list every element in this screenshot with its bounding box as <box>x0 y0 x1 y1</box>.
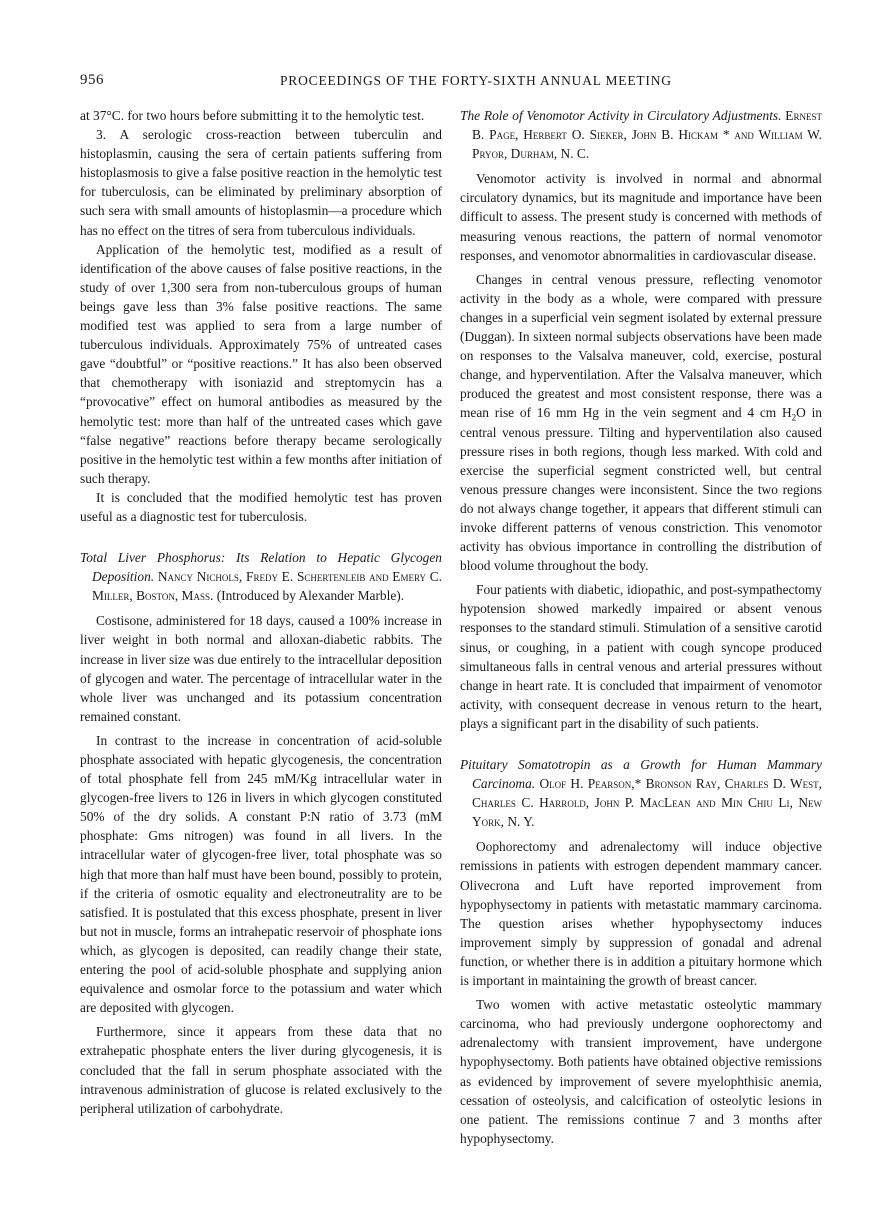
abstract-paragraph-1: Costisone, administered for 18 days, caused a 100% increase in liver weight in both normal and alloxan-diabetic rabbits. The increase in liver size was due entirely to the intracellular deposition of glycogen and water. The percentage of intracellular water in the whole liver was unchanged and its potassium concentration remained constant. <box>80 613 442 724</box>
continuation-paragraph-2: 3. A serologic cross-reaction between tuberculin and histoplasmin, causing the sera of certain patients suffering from histoplasmosis to give a false positive reaction in the hemolytic test for tuberculosis, can be eliminated by preliminary absorption of such sera with small amounts of histoplasmin—a procedure which has no effect on the titres of sera from tuberculous individuals. <box>80 127 442 238</box>
section-gap <box>80 526 442 548</box>
subscript-2: 2 <box>791 413 797 424</box>
continuation-paragraph-1: at 37°C. for two hours before submitting it to the hemolytic test. <box>80 108 425 123</box>
left-column <box>80 106 442 1118</box>
abstract-authors: Ernest B. Page, Herbert O. Sieker, John B. Hickam * and William W. Pryor, Durham, N. C. <box>472 108 822 162</box>
abstract-authors: Olof H. Pearson,* Bronson Ray, Charles D. West, Charles C. Harrold, John P. MacLean and Min Chiu Li, New York, N. Y. <box>472 776 822 830</box>
abstract-paragraph-2 <box>460 270 822 576</box>
abstract-title: Pituitary Somatotropin as a Growth for Human Mammary Carcinoma. <box>460 757 822 792</box>
continuation-paragraph-4: It is concluded that the modified hemolytic test has proven useful as a diagnostic test for tuberculosis. <box>80 489 442 524</box>
abstract-title: Total Liver Phosphorus: Its Relation to Hepatic Glycogen Deposition. <box>80 550 442 585</box>
abstract-paragraph-2: Two women with active metastatic osteolytic mammary carcinoma, who had previously undergone oophorectomy and adrenalectomy with transient improvement, have undergone hypophysectomy. Both patients have obtained objective remissions as evidenced by improvement of severe myelophthisic anemia, cessation of osteolysis, and calcification of osteolytic lesions in one patient. The remissions continue 7 and 3 months after hypophysectomy. <box>460 997 822 1146</box>
page-header <box>80 72 810 96</box>
abstract-heading-somatotropin <box>460 755 822 831</box>
right-column <box>460 106 822 1148</box>
paragraph-text-part-2: O in central venous pressure. Tilting and hyperventilation also caused pressure rises in both regions, though less marked. With cold and exercise the superficial segment constricted well, but central venous pressure changes were inconsistent. Since the two regions do not always change together, it appears that different stimuli can invoke different patterns of venous constriction. This venomotor activity has obvious importance in controlling the distribution of blood volume throughout the body. <box>460 405 822 574</box>
abstract-paragraph-3: Four patients with diabetic, idiopathic, and post-sympathectomy hypotension showed markedly impaired or absent venous responses to the standard stimuli. Stimulation of a sensitive carotid sinus, or coughing, in a patient with cough syncope produced simultaneous falls in central venous and arterial pressures without change in heart rate. It is concluded that impairment of venomotor activity, with consequent decrease in venous return to the heart, plays a significant part in the disability of such patients. <box>460 582 822 731</box>
abstract-paragraph-1: Venomotor activity is involved in normal and abnormal circulatory dynamics, but its magnitude and importance have been difficult to assess. The present study is concerned with methods of measuring venous reactions, the pattern of normal venomotor responses, and venomotor abnormalities in cardiovascular disease. <box>460 171 822 263</box>
page-number: 956 <box>80 72 104 88</box>
abstract-authors: Nancy Nichols, Fredy E. Schertenleib and Emery C. Miller, Boston, Mass. <box>92 569 442 604</box>
paragraph-text-part-1: Changes in central venous pressure, reflecting venomotor activity in the body as a whole, were compared with pressure changes in a superficial vein segment isolated by external pressure (Duggan). In sixteen normal subjects observations have been made on responses to the Valsalva maneuver, cold, exercise, postural change, and hyperventilation. After the Valsalva maneuver, which produced the greatest and most consistent response, there was a mean rise of 16 mm Hg in the vein segment and 4 cm H <box>460 271 822 421</box>
abstract-title: The Role of Venomotor Activity in Circulatory Adjustments. <box>460 108 782 123</box>
abstract-paragraph-1: Oophorectomy and adrenalectomy will induce objective remissions in patients with estrogen dependent mammary cancer. Olivecrona and Luft have reported improvement from hypophysectomy in patients with metastatic mammary carcinoma. The question arises whether hypophysectomy induces improvement simply by suppression of gonadal and adrenal function, or whether there is in addition a pituitary hormone which is important in maintaining the growth of breast cancer. <box>460 839 822 989</box>
running-head: PROCEEDINGS OF THE FORTY-SIXTH ANNUAL MEETING <box>280 73 672 88</box>
abstract-heading-venomotor <box>460 106 822 163</box>
abstract-note: (Introduced by Alexander Marble). <box>216 588 405 604</box>
abstract-heading-liver-phosphorus <box>80 548 442 605</box>
abstract-paragraph-2: In contrast to the increase in concentration of acid-soluble phosphate associated with hepatic glycogenesis, the concentration of total phosphate fell from 245 mM/Kg intracellular water in glycogen-free livers to 126 in livers in which glycogen constituted 50% of the dry solids. A constant P:N ratio of 3.73 (mM phosphate: Gms nitrogen) was found in all livers. In the intracellular water of glycogen-free liver, total phosphate was so high that more than half must have been bound, possibly to protein, if the criteria of osmotic equality and electroneutrality are to be satisfied. It is postulated that this excess phosphate, present in liver but not in muscle, forms an intrahepatic reservoir of phosphate ions which, as glycogen is deposited, can readily change their state, entering the pool of acid-soluble phosphate and supplying anion equivalence and osmolar force to the potassium and water which are deposited with glycogen. <box>80 732 442 1016</box>
continuation-paragraph-3: Application of the hemolytic test, modified as a result of identification of the above causes of false positive reactions, in the study of over 1,300 sera from non-tuberculous groups of human beings gave less than 3% false positive reactions. The same modified test was applied to sera from a large number of tuberculous individuals. Approximately 75% of untreated cases gave “doubtful” or “positive reactions.” It has also been observed that chemotherapy with isoniazid and streptomycin has a “provocative” effect on humoral antibodies as measured by the hemolytic test: more than half of the untreated cases which gave “false negative” reactions before therapy became serologically positive in the hemolytic test within a few months after initiation of such therapy. <box>80 241 442 486</box>
section-gap <box>460 733 822 755</box>
abstract-paragraph-3: Furthermore, since it appears from these data that no extrahepatic phosphate enters the liver during glycogenesis, it is concluded that the fall in serum phosphate associated with the intravenous administration of glucose is related exclusively to the peripheral utilization of carbohydrate. <box>80 1024 442 1116</box>
